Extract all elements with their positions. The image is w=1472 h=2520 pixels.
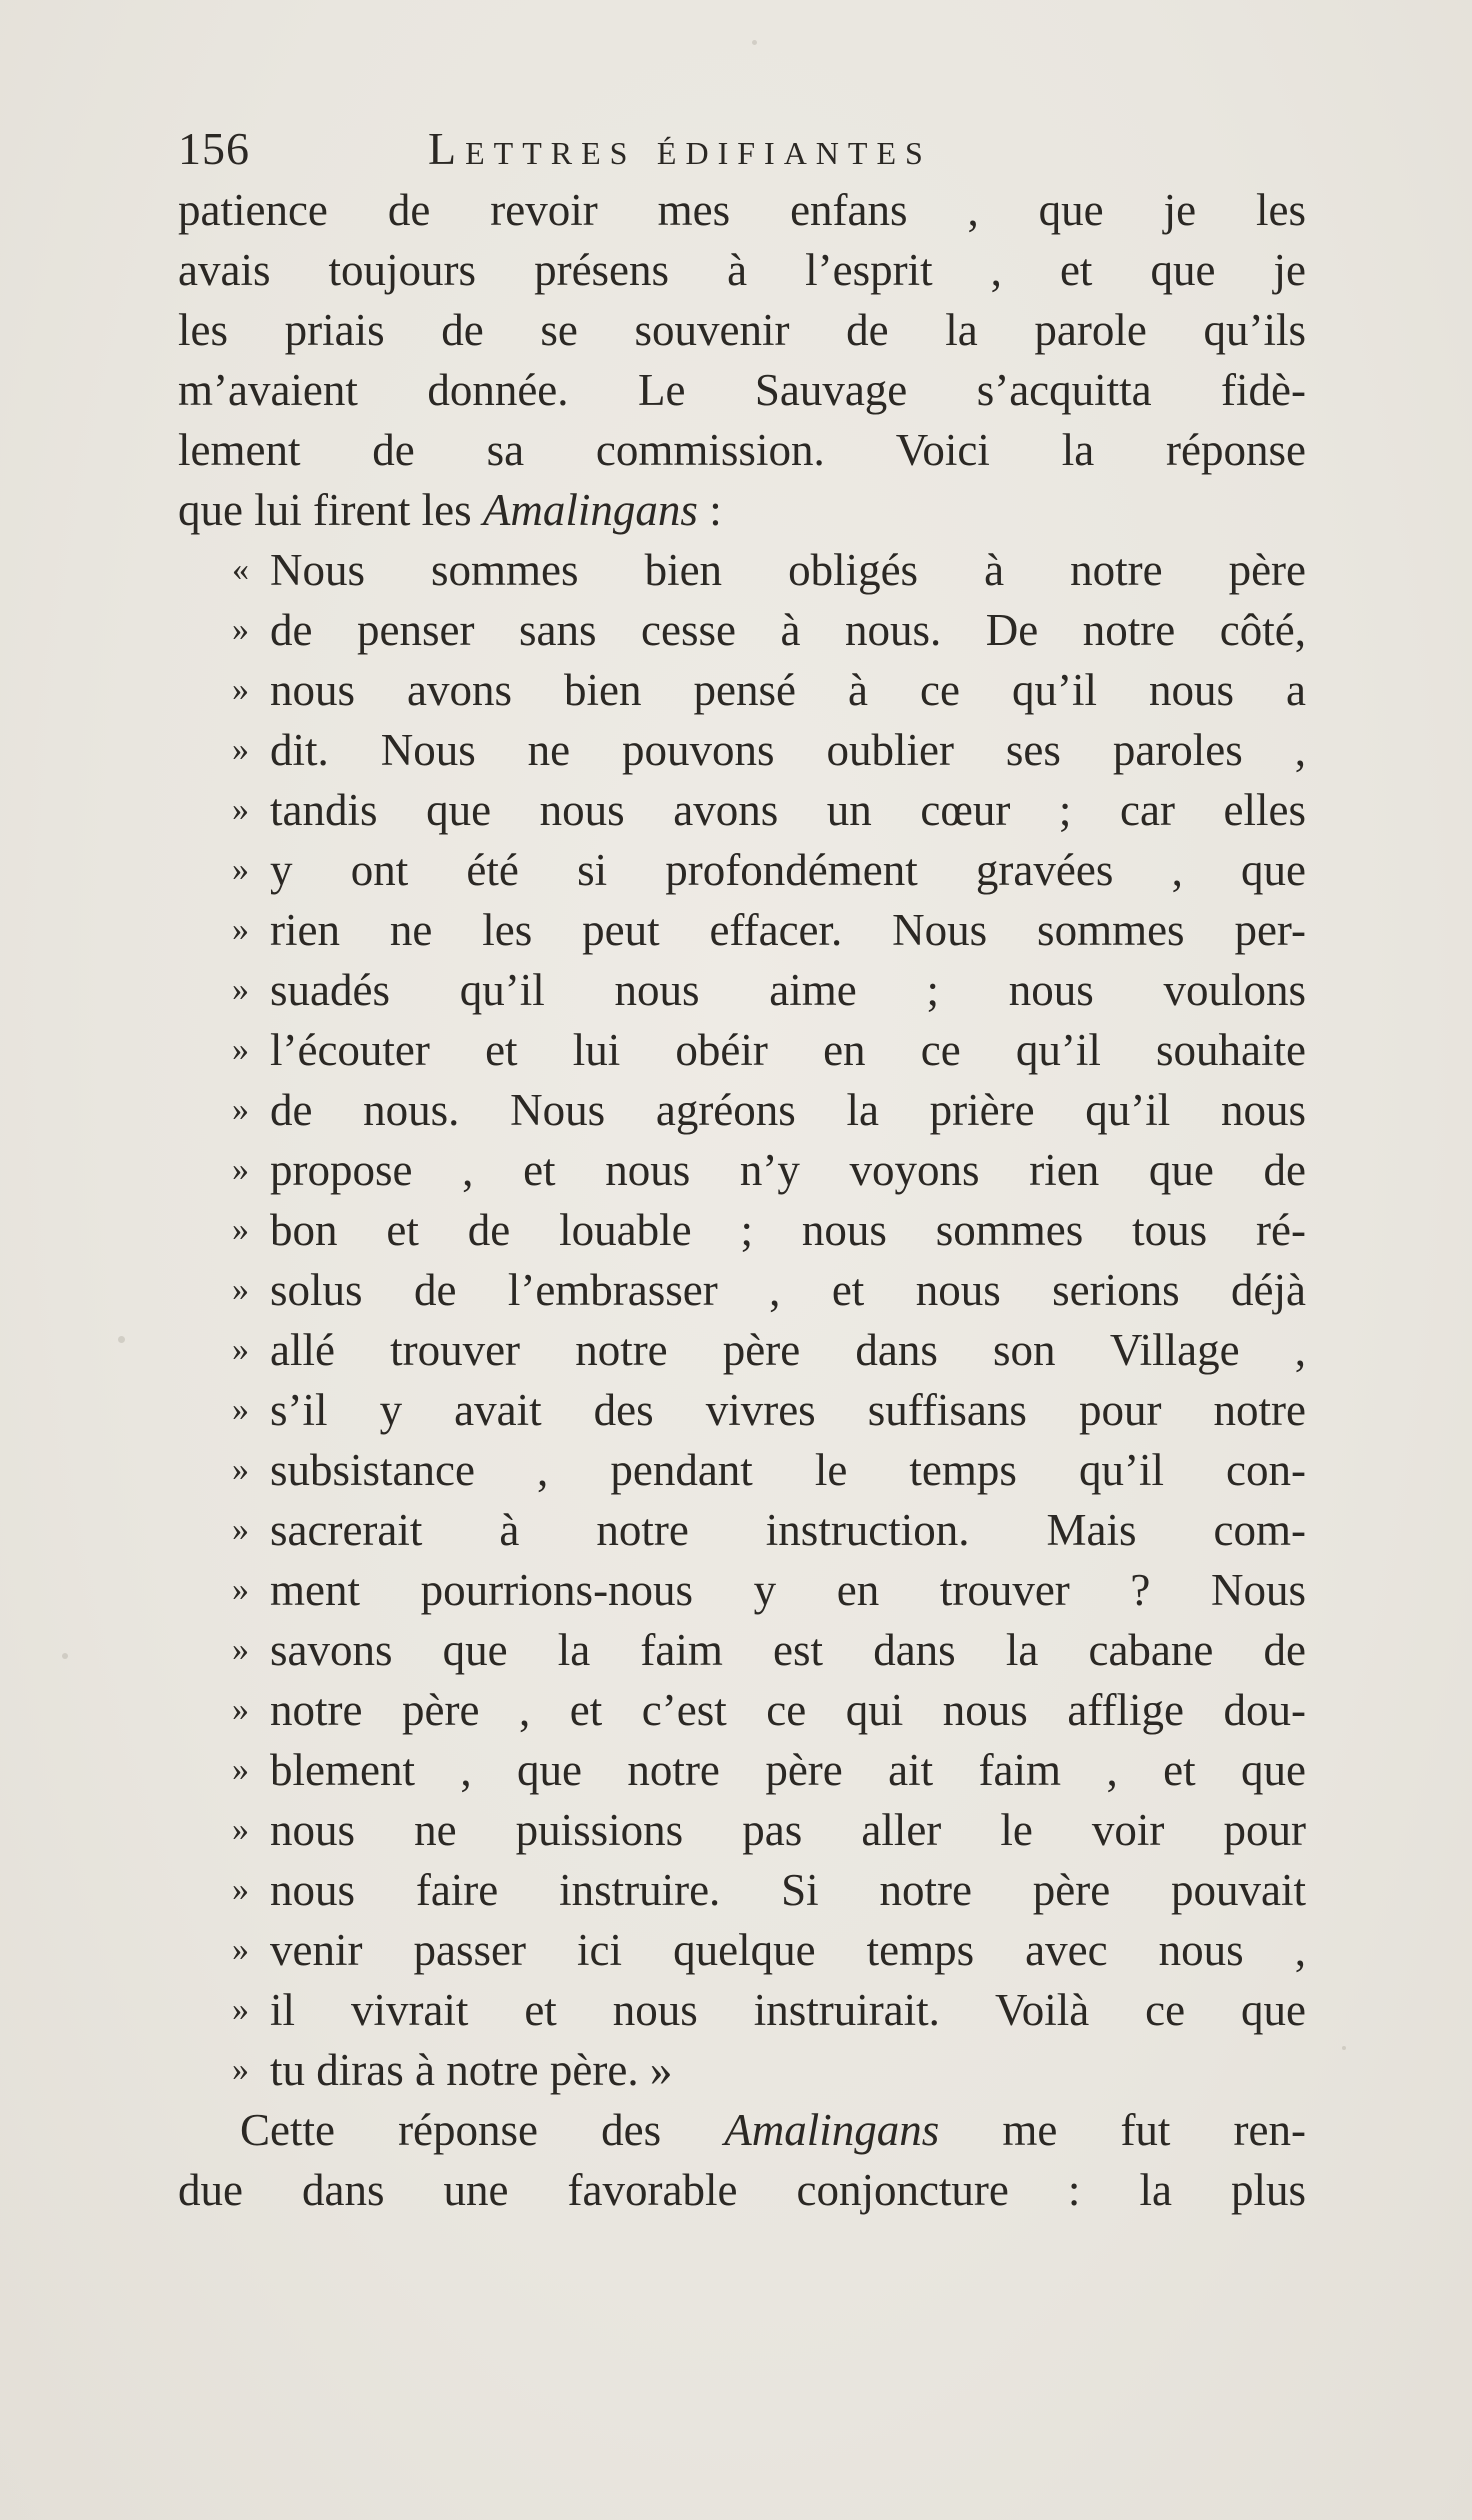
text-line: lement de sa commission. Voici la réponse — [178, 425, 1306, 475]
text-segment: me fut ren- — [939, 2105, 1306, 2155]
quote-text: nous faire instruire. Si notre père pouvait — [270, 1865, 1306, 1915]
quote-line — [232, 1680, 1306, 1740]
quote-text: bon et de louable ; nous sommes tous ré- — [270, 1205, 1306, 1255]
quote-mark: » — [232, 1991, 249, 2028]
quote-text: propose , et nous n’y voyons rien que de — [270, 1145, 1306, 1195]
quote-mark: » — [232, 1691, 249, 1728]
quote-text: rien ne les peut effacer. Nous sommes per- — [270, 905, 1306, 955]
quote-mark: « — [232, 551, 249, 588]
quote-mark: » — [232, 2051, 249, 2088]
quote-line — [232, 1200, 1306, 1260]
quote-text: allé trouver notre père dans son Village , — [270, 1325, 1306, 1375]
italic-name: Amalingans — [482, 485, 698, 535]
quote-text: venir passer ici quelque temps avec nous , — [270, 1925, 1306, 1975]
quote-line — [232, 1980, 1306, 2040]
quote-line — [232, 1920, 1306, 1980]
quote-mark: » — [232, 1631, 249, 1668]
quote-text: tu diras à notre père. » — [270, 2045, 673, 2095]
quote-mark: » — [232, 731, 249, 768]
quote-line — [232, 1140, 1306, 1200]
quote-mark: » — [232, 1331, 249, 1368]
text-line: patience de revoir mes enfans , que je les — [178, 185, 1306, 235]
quote-line — [232, 540, 1306, 600]
quote-text: de nous. Nous agréons la prière qu’il nous — [270, 1085, 1306, 1135]
quote-mark: » — [232, 791, 249, 828]
quote-text: il vivrait et nous instruirait. Voilà ce que — [270, 1985, 1306, 2035]
page-number: 156 — [178, 123, 250, 174]
quote-text: dit. Nous ne pouvons oublier ses paroles , — [270, 725, 1306, 775]
quote-text: nous ne puissions pas aller le voir pour — [270, 1805, 1306, 1855]
quote-mark: » — [232, 1151, 249, 1188]
quote-mark: » — [232, 1211, 249, 1248]
text-line: m’avaient donnée. Le Sauvage s’acquitta fidè- — [178, 365, 1306, 415]
quote-line — [232, 1800, 1306, 1860]
quote-line — [232, 660, 1306, 720]
text-line: les priais de se souvenir de la parole qu’ils — [178, 305, 1306, 355]
quote-text: solus de l’embrasser , et nous serions déjà — [270, 1265, 1306, 1315]
quote-line — [232, 1440, 1306, 1500]
quote-mark: » — [232, 611, 249, 648]
text-segment: Cette réponse des — [240, 2105, 725, 2155]
quote-text: suadés qu’il nous aime ; nous voulons — [270, 965, 1306, 1015]
quote-mark: » — [232, 911, 249, 948]
page-text — [178, 118, 1306, 2220]
quote-text: ment pourrions-nous y en trouver ? Nous — [270, 1565, 1306, 1615]
quote-text: Nous sommes bien obligés à notre père — [270, 545, 1306, 595]
quote-line — [232, 1560, 1306, 1620]
quote-mark: » — [232, 1031, 249, 1068]
quote-line — [232, 1020, 1306, 1080]
quote-line — [232, 1620, 1306, 1680]
paper-speck — [62, 1653, 68, 1659]
quote-line — [232, 780, 1306, 840]
quote-mark: » — [232, 1451, 249, 1488]
quote-mark: » — [232, 1751, 249, 1788]
italic-name: Amalingans — [724, 2105, 940, 2155]
paper-speck — [1342, 2046, 1346, 2050]
quote-text: savons que la faim est dans la cabane de — [270, 1625, 1306, 1675]
quote-text: sacrerait à notre instruction. Mais com- — [270, 1505, 1306, 1555]
quote-line — [232, 900, 1306, 960]
paper-speck — [752, 40, 757, 45]
quote-text: tandis que nous avons un cœur ; car elles — [270, 785, 1306, 835]
quote-mark: » — [232, 1391, 249, 1428]
quote-mark: » — [232, 1091, 249, 1128]
text-line: avais toujours présens à l’esprit , et que je — [178, 245, 1306, 295]
quote-line — [232, 1260, 1306, 1320]
quote-text: blement , que notre père ait faim , et que — [270, 1745, 1306, 1795]
quote-mark: » — [232, 1511, 249, 1548]
quote-line — [232, 600, 1306, 660]
quote-text: subsistance , pendant le temps qu’il con- — [270, 1445, 1306, 1495]
text-line — [178, 2100, 1306, 2160]
quote-text: nous avons bien pensé à ce qu’il nous a — [270, 665, 1306, 715]
quote-line — [232, 1320, 1306, 1380]
quote-text: s’il y avait des vivres suffisans pour notre — [270, 1385, 1306, 1435]
quote-mark: » — [232, 971, 249, 1008]
quote-line — [232, 1860, 1306, 1920]
quote-line — [232, 2040, 1306, 2100]
quote-mark: » — [232, 1571, 249, 1608]
quote-mark: » — [232, 1931, 249, 1968]
paper-speck — [118, 1336, 125, 1343]
quote-mark: » — [232, 671, 249, 708]
quote-line — [232, 1380, 1306, 1440]
quote-line — [232, 720, 1306, 780]
quote-text: de penser sans cesse à nous. De notre côté, — [270, 605, 1306, 655]
running-title: Lettres édifiantes — [428, 123, 932, 174]
quote-line — [232, 1500, 1306, 1560]
text-segment: que lui firent les — [178, 485, 483, 535]
quote-mark: » — [232, 851, 249, 888]
quote-line — [232, 960, 1306, 1020]
quoted-reply — [178, 540, 1306, 2100]
quote-text: l’écouter et lui obéir en ce qu’il souhaite — [270, 1025, 1306, 1075]
closing-paragraph — [178, 2100, 1306, 2220]
quote-mark: » — [232, 1871, 249, 1908]
text-segment: : — [697, 485, 722, 535]
quote-text: y ont été si profondément gravées , que — [270, 845, 1306, 895]
text-line: due dans une favorable conjoncture : la plus — [178, 2165, 1306, 2215]
opening-paragraph — [178, 180, 1306, 540]
quote-line — [232, 1740, 1306, 1800]
text-line — [178, 480, 1306, 540]
quote-text: notre père , et c’est ce qui nous afflige dou- — [270, 1685, 1306, 1735]
quote-line — [232, 840, 1306, 900]
quote-mark: » — [232, 1271, 249, 1308]
running-header — [178, 118, 1306, 180]
quote-line — [232, 1080, 1306, 1140]
quote-mark: » — [232, 1811, 249, 1848]
